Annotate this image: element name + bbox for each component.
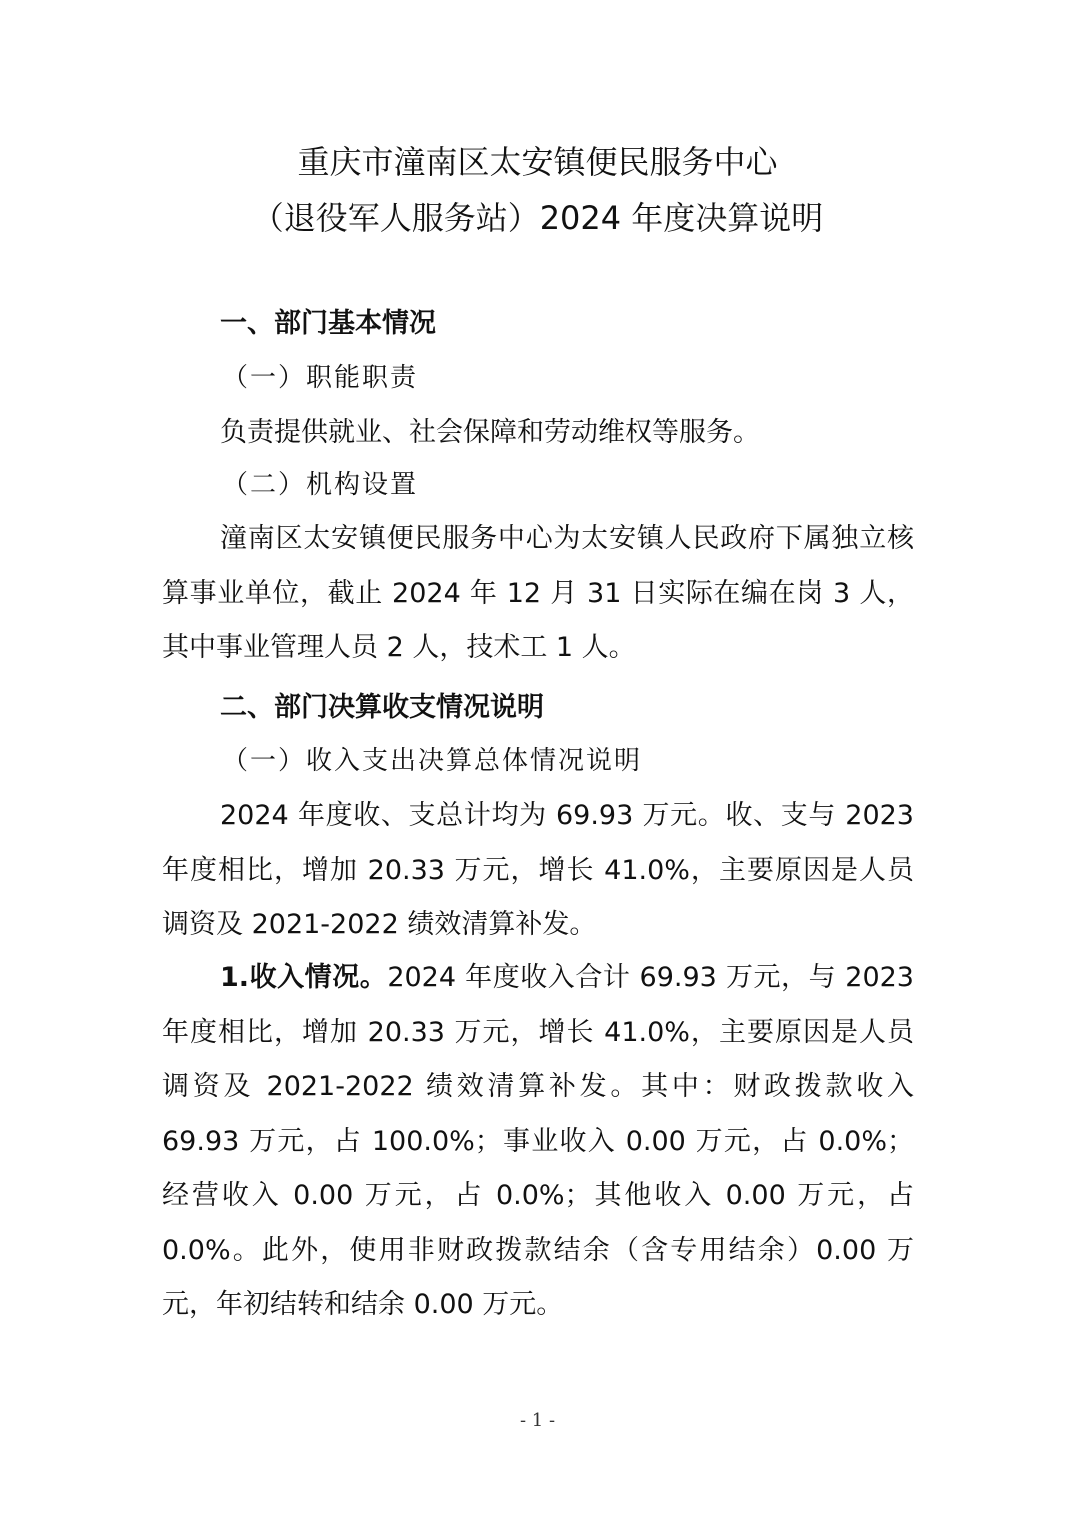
section-1-sub-2-heading: （二）机构设置 <box>222 470 419 500</box>
section-2-sub-1-text: 2024 年度收、支总计均为 69.93 万元。收、支与 2023 年度相比，增加 20.33 万元，增长 41.0%，主要原因是人员调资及 2021-2022 绩效清算补发。 <box>162 800 914 940</box>
section-2-heading: 二、部门决算收支情况说明 <box>220 692 544 723</box>
document-title-line-2: （退役军人服务站）2024 年度决算说明 <box>251 199 824 237</box>
section-1-sub-2-text: 潼南区太安镇便民服务中心为太安镇人民政府下属独立核算事业单位，截止 2024 年 12 月 31 日实际在编在岗 3 人，其中事业管理人员 2 人，技术工 1 人。 <box>162 523 914 663</box>
page-number: - 1 - <box>519 1410 556 1431</box>
income-label: 1.收入情况。 <box>220 962 388 993</box>
section-1-sub-1-text: 负责提供就业、社会保障和劳动维权等服务。 <box>220 417 760 448</box>
section-1-sub-1-heading: （一）职能职责 <box>222 363 419 393</box>
section-1-heading: 一、部门基本情况 <box>220 308 436 339</box>
income-paragraph <box>162 951 914 1333</box>
section-2-sub-1-heading: （一）收入支出决算总体情况说明 <box>222 746 643 776</box>
document-title-line-1: 重庆市潼南区太安镇便民服务中心 <box>297 143 778 181</box>
income-text: 2024 年度收入合计 69.93 万元，与 2023 年度相比，增加 20.33 万元，增长 41.0%，主要原因是人员调资及 2021-2022 绩效清算补发。其中：财政拨款收入 69.93 万元，占 100.0%；事业收入 0.00 万元，占 0.0%；经营收入 0.00 万元，占 0.0%；其他收入 0.00 万元，占 0.0%。此外，使用非财政拨款结余（含专用结余）0.00 万元，年初结转和结余 0.00 万元。 <box>162 962 914 1320</box>
